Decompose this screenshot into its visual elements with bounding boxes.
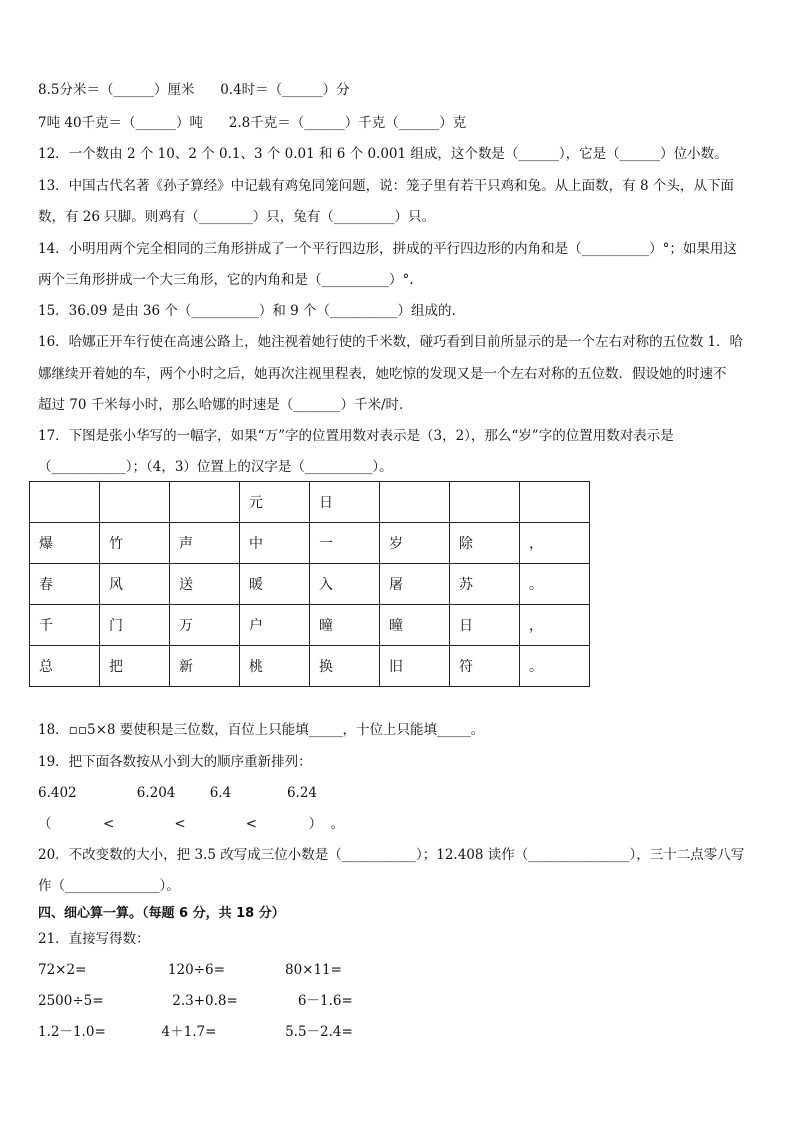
grid-cell: 。 xyxy=(520,646,590,687)
grid-cell: 曈 xyxy=(380,605,450,646)
question-13-line-1: 13．中国古代名著《孙子算经》中记载有鸡兔同笼问题，说：笼子里有若干只鸡和兔。从上面数，有 8 个头，从下面 xyxy=(38,178,734,194)
unit-conversion-line-2: 7吨 40千克＝（______）吨 2.8千克＝（______）千克（______）克 xyxy=(38,115,467,131)
grid-cell: 曈 xyxy=(310,605,380,646)
grid-cell xyxy=(380,482,450,523)
grid-cell: 爆 xyxy=(30,523,100,564)
question-13-line-2: 数，有 26 只脚。则鸡有（________）只，兔有（_________）只。 xyxy=(38,209,436,225)
grid-cell: 苏 xyxy=(450,564,520,605)
grid-cell: 中 xyxy=(240,523,310,564)
grid-cell: 万 xyxy=(170,605,240,646)
grid-cell: 屠 xyxy=(380,564,450,605)
grid-cell: 门 xyxy=(100,605,170,646)
grid-cell: 岁 xyxy=(380,523,450,564)
question-17-line-2: （___________）；（4，3）位置上的汉字是（__________）。 xyxy=(38,459,393,475)
calc-row-2: 2500÷5= 2.3+0.8= 6－1.6= xyxy=(38,993,353,1009)
grid-cell: 桃 xyxy=(240,646,310,687)
question-14-line-2: 两个三角形拼成一个大三角形，它的内角和是（__________）°. xyxy=(38,272,414,288)
grid-row xyxy=(30,646,590,687)
question-21: 21．直接写得数： xyxy=(38,931,150,947)
question-19-order: （ < < < ） 。 xyxy=(38,816,345,832)
calligraphy-grid xyxy=(29,481,590,687)
question-14-line-1: 14．小明用两个完全相同的三角形拼成了一个平行四边形，拼成的平行四边形的内角和是（__________）°；如果用这 xyxy=(38,241,737,257)
grid-cell: 符 xyxy=(450,646,520,687)
grid-cell: 。 xyxy=(520,564,590,605)
grid-cell: 一 xyxy=(310,523,380,564)
grid-cell: 除 xyxy=(450,523,520,564)
grid-cell: 总 xyxy=(30,646,100,687)
section-4-heading: 四、细心算一算。（每题 6 分，共 18 分） xyxy=(38,906,285,921)
grid-cell: 暖 xyxy=(240,564,310,605)
calc-row-3: 1.2－1.0= 4＋1.7= 5.5－2.4= xyxy=(38,1024,353,1040)
grid-cell: 元 xyxy=(240,482,310,523)
grid-cell: ， xyxy=(520,523,590,564)
grid-cell: 日 xyxy=(450,605,520,646)
question-16-line-1: 16．哈娜正开车行使在高速公路上，她注视着她行使的千米数，碰巧看到目前所显示的是一个左右对称的五位数 1．哈 xyxy=(38,334,744,350)
unit-conversion-line-1: 8.5分米＝（______）厘米 0.4时＝（______）分 xyxy=(38,82,350,98)
question-19: 19．把下面各数按从小到大的顺序重新排列： xyxy=(38,754,312,770)
grid-cell: 把 xyxy=(100,646,170,687)
grid-row xyxy=(30,605,590,646)
grid-cell xyxy=(100,482,170,523)
grid-cell: 千 xyxy=(30,605,100,646)
grid-row xyxy=(30,482,590,523)
question-15: 15．36.09 是由 36 个（__________）和 9 个（__________）组成的. xyxy=(38,303,456,319)
grid-cell: 送 xyxy=(170,564,240,605)
grid-row xyxy=(30,523,590,564)
grid-cell: 换 xyxy=(310,646,380,687)
question-16-line-3: 超过 70 千米每小时，那么哈娜的时速是（_______）千米/时. xyxy=(38,397,404,413)
grid-cell: 新 xyxy=(170,646,240,687)
question-18: 18．▫▫5×8 要使积是三位数，百位上只能填_____，十位上只能填_____。 xyxy=(38,722,485,738)
grid-cell: 春 xyxy=(30,564,100,605)
grid-cell xyxy=(170,482,240,523)
grid-cell: ， xyxy=(520,605,590,646)
grid-cell xyxy=(30,482,100,523)
grid-cell: 日 xyxy=(310,482,380,523)
grid-cell: 风 xyxy=(100,564,170,605)
question-20-line-2: 作（______________）。 xyxy=(38,878,180,894)
grid-cell xyxy=(450,482,520,523)
grid-cell: 声 xyxy=(170,523,240,564)
question-20-line-1: 20．不改变数的大小，把 3.5 改写成三位小数是（___________）；12.408 读作（_______________），三十二点零八写 xyxy=(38,847,745,863)
grid-cell: 户 xyxy=(240,605,310,646)
grid-cell: 入 xyxy=(310,564,380,605)
grid-cell: 旧 xyxy=(380,646,450,687)
grid-cell xyxy=(520,482,590,523)
calc-row-1: 72×2= 120÷6= 80×11= xyxy=(38,962,342,978)
grid-cell: 竹 xyxy=(100,523,170,564)
grid-row xyxy=(30,564,590,605)
question-19-numbers: 6.402 6.204 6.4 6.24 xyxy=(38,785,318,801)
question-16-line-2: 娜继续开着她的车，两个小时之后，她再次注视里程表，她吃惊的发现又是一个左右对称的五位数．假设她的时速不 xyxy=(38,366,727,382)
question-12: 12．一个数由 2 个 10、2 个 0.1、3 个 0.01 和 6 个 0.001 组成，这个数是（______），它是（______）位小数。 xyxy=(38,146,728,162)
question-17-line-1: 17．下图是张小华写的一幅字，如果“万”字的位置用数对表示是（3，2），那么“岁”字的位置用数对表示是 xyxy=(38,428,674,444)
